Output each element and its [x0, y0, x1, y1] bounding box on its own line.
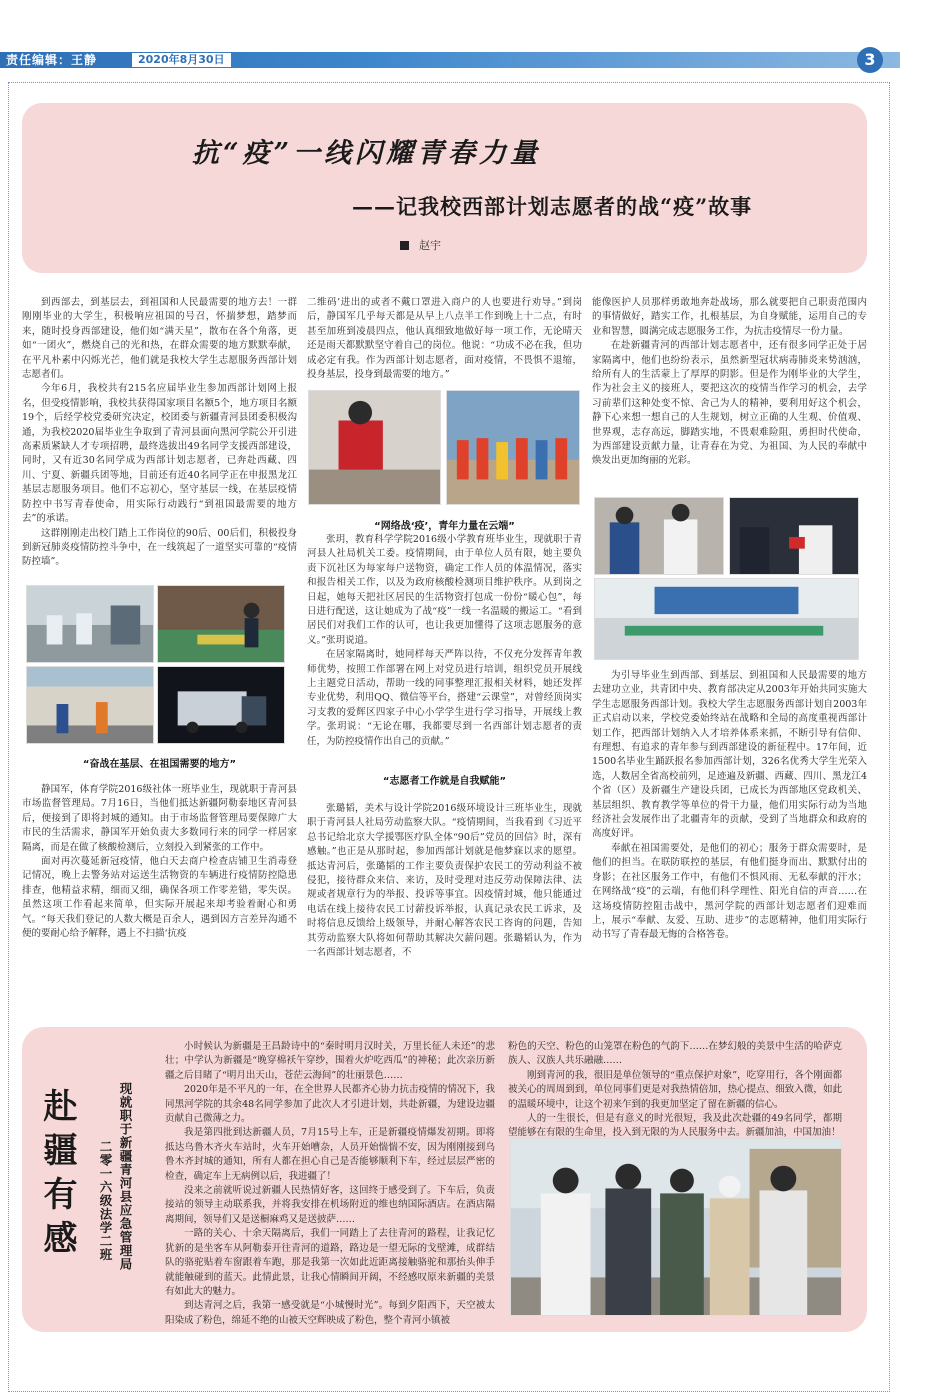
paragraph: 在赴新疆青河的西部计划志愿者中，还有很多同学正处于居家隔离中，他们也纷纷表示，虽然新型冠状病毒肺炎来势汹汹，给所有人的生活蒙上了厚厚的阴影。但是作为刚毕业的大学生，作为社会主义的接班人，要把这次的疫情当作学习的机会，去学习前辈们这种处变不惊、舍己为人的精神，要利用好这个机会，静下心来想一想自己的人生规划，树立正确的人生观、价值观、世界观，志存高远，脚踏实地，不畏艰难险阻，勇担时代使命，为西部建设贡献力量，让青春在为党、为祖国、为人民的奉献中焕发出更加绚丽的光彩。: [592, 340, 867, 467]
paragraph: 这群刚刚走出校门踏上工作岗位的90后、00后们，积极投身到新冠肺炎疫情防控斗争中，在一线筑起了一道坚实可靠的“疫情防控墙”。: [22, 527, 297, 568]
paragraph: 人的一生很长，但是有意义的时光很短，我及此次赴疆的49名同学，都期望能够在有限的生命里，投入到无限的为人民服务中去。新疆加油，中国加油！: [508, 1113, 842, 1139]
main-title: 抗“疫”一线闪耀青春力量: [192, 138, 542, 169]
byline-square-icon: [400, 241, 409, 250]
photo-street-workers: [26, 666, 154, 744]
byline: [400, 237, 441, 253]
photo-group-outdoor: [510, 1138, 842, 1316]
title-panel: [22, 103, 867, 273]
paragraph: 一路的关心、十余天隔离后，我们一同踏上了去往青河的路程，让我记忆犹新的是坐客车从阿勒泰开往青河的道路，路边是一望无际的戈壁滩，成群结队的骆驼贴着车窗跟着车跑，那是我第一次如此近距离接触骆驼和那抬头伸手就能触碰到的蓝天。此情此景，让我心情瞬间开阔，不经感叹原来新疆的美景有如此大的魅力。: [165, 1228, 495, 1297]
bottom-column-2: [508, 1040, 842, 1141]
photo-checkpoint: [157, 585, 285, 663]
caption-mid-2: “志愿者工作就是自我赋能”: [382, 776, 507, 787]
paragraph: 我是第四批到达新疆人员，7月15号上车，正是新疆疫情爆发初期。即将抵达乌鲁木齐火车站时，火车开始嘈杂，人员开始惴惴不安，因为刚刚接到乌鲁木齐封城的通知，所有人都在担心自己是否能够顺利下车，经过层层严密的检查，确定车上无病例以后，我进疆了！: [165, 1127, 495, 1182]
paragraph: 到达青河之后，我第一感受就是“小城慢时光”。每到夕阳西下，天空被太阳染成了粉色，绵延不绝的山被天空辉映成了粉色，整个青河小镇被: [165, 1300, 495, 1326]
photo-volunteer-packing: [308, 390, 441, 505]
paragraph: 今年6月，我校共有215名应届毕业生参加西部计划网上报名，但受疫情影响，我校共获得国家项目名额5个，地方项目名额19个，后经学校党委研究决定，校团委与新疆青河县团委积极沟通，为我校2020届毕业生争取到了青河县面向黑河学院公开引进高素质紧缺人才专项招聘，最终选拔出49名同学支援西部建设，同时，又有近30名同学成为西部计划志愿者，已奔赴西藏、四川、宁夏、新疆兵团等地，目前还有近40名同学正在申报黑龙江基层志愿服务项目。他们不忘初心，坚守基层一线，在基层疫情防控中书写青春使命，用实际行动践行“到祖国最需要的地方去”的承诺。: [22, 383, 297, 525]
paragraph: 张玥，教育科学学院2016级小学教育班毕业生，现就职于青河县人社局机关工委。疫情期间，由于单位人员有限，她主要负责下沉社区为每家每户送物资，确定工作人员的体温情况，落实和报告相关工作，以及为政府核酸检测项目维护秩序。从到岗之日起，她每天把社区居民的生活物资打包成一份份“暖心包”，每日进行配送，这让她成为了战“疫”一线一名温暖的搬运工。“看到居民们对我们工作的认可，也让我更加懂得了这项志愿服务的意义。”张玥说道。: [307, 534, 582, 646]
paragraph: 静国军，体育学院2016级社体一班毕业生，现就职于青河县市场监督管理局。7月16日，当他们抵达新疆阿勒泰地区青河县后，便接到了即将封城的通知。由于市场监督管理局要保障广大市民的生活需求，静国军开始负责大多数同行来的同学一样居家隔离，而是在做了核酸检测后，立刻投入到紧张的工作中。: [22, 784, 297, 853]
column-left-top: [22, 296, 297, 570]
editor-label: 责任编辑：王静: [6, 53, 98, 67]
sub-title: ——记我校西部计划志愿者的战“疫”故事: [352, 194, 753, 219]
photo-award: [729, 497, 859, 575]
column-left-bottom: [22, 783, 297, 941]
paragraph: 为引导毕业生到西部、到基层、到祖国和人民最需要的地方去建功立业，共青团中央、教育部决定从2003年开始共同实施大学生志愿服务西部计划。我校大学生志愿服务西部计划自2003年正式启动以来，学校党委始终站在战略和全局的高度重视西部计划工作，把西部计划纳入人才培养体系来抓，不断引导有信仰、有理想、有追求的青年参与到西部建设的新征程中。17年间，近1500名毕业生踊跃报名参加西部计划，326名优秀大学生光荣入选，人数居全省高校前列，足迹遍及新疆、西藏、四川、黑龙江4个省（区）及新疆生产建设兵团，已成长为西部地区党政机关、基层组织、教育教学等单位的骨干力量，他们用实际行动为当地经济社会发展作出了北疆青年的贡献，受到了当地群众和政府的高度好评。: [592, 670, 867, 840]
paragraph: 2020年是不平凡的一年，在全世界人民都齐心协力抗击疫情的情况下，我同黑河学院的其余48名同学参加了此次人才引进计划，共赴新疆，为建设边疆贡献自己微薄之力。: [165, 1084, 495, 1125]
column-right-bottom: [592, 669, 867, 943]
paragraph: 能像医护人员那样勇敢地奔赴战场，那么就要把自己职责范围内的事情做好，踏实工作，扎根基层，为自身赋能，运用自己的专业和智慧，圆满完成志愿服务工作，为抗击疫情尽一份力量。: [592, 297, 867, 337]
page-header: [0, 47, 932, 73]
paragraph: 张璐韬，美术与设计学院2016级环境设计三班毕业生，现就职于青河县人社局劳动监察大队。“疫情期间，当我看到《习近平总书记给北京大学援鄂医疗队全体“90后”党员的回信》时，深有感触。”也正是从那时起，参加西部计划就是他梦寐以求的愿望。抵达青河后，张璐韬的工作主要负责保护农民工的劳动利益不被侵犯，接待群众来信、来访，及时受理对违反劳动保障法律、法规或者规章行为的举报、投诉等事宜。因疫情封城，他只能通过电话在线上接待农民工讨薪投诉举报，认真记录农民工诉求，及时将信息反馈给上级领导，并耐心解答农民工咨询的问题，告知其劳动监察大队将如何帮助其解决欠薪问题。张璐韬认为，作为一名西部计划志愿者，不: [307, 803, 582, 959]
paragraph: 小时候认为新疆是王昌龄诗中的“秦时明月汉时关，万里长征人未还”的悲壮；中学认为新疆是“晚穿棉袄午穿纱，围着火炉吃西瓜”的神秘；此次亲历新疆之后目睹了“明月出天山，苍茫云海间”的壮丽景色……: [165, 1041, 495, 1081]
column-mid-mid: [307, 533, 582, 749]
photo-office-workers: [26, 585, 154, 663]
caption-mid: “网络战‘疫’，青年力量在云端”: [374, 521, 515, 532]
author-name: 赵宇: [419, 239, 441, 252]
bottom-column-1: [165, 1040, 495, 1328]
paragraph: 奉献在祖国需要处，是他们的初心；服务于群众需要时，是他们的担当。在联防联控的基层，有他们挺身而出、默默付出的身影；在社区服务工作中，有他们不惧风雨、无私奉献的汗水；在网络战“疫”的云端，有他们科学理性、阳光自信的声音……在这场疫情防控阻击战中，黑河学院的西部计划志愿者们迎难而上，展示“奉献、友爱、互助、进步”的志愿精神，他们用实际行动书写了青春最无悔的合格答卷。: [592, 842, 867, 941]
bottom-author-line-2: 二零一六级法学二班: [98, 1140, 113, 1262]
bottom-title: 赴疆有感: [37, 1088, 77, 1264]
bottom-author-line-1: 现就职于新疆青河县应急管理局: [118, 1082, 133, 1271]
paragraph: 二维码’进出的或者不戴口罩进入商户的人也要进行劝导。”到岗后，静国军几乎每天都是从早上八点半工作到晚上十二点，有时甚至加班到凌晨四点，他认真细致地做好每一项工作，无论晴天还是雨天都默默坚守着自己的岗位。他说：“功成不必在我，但功成必定有我。作为西部计划志愿者，面对疫情，不畏惧不退缩，投身基层，投身到最需要的地方。”: [307, 297, 582, 381]
paragraph: 面对再次蔓延新冠疫情，他白天去商户检查店铺卫生消毒登记情况，晚上去警务站对运送生活物资的车辆进行疫情防控隐患排查，他精益求精，细而又细，确保各项工作零差错，零失误。虽然这项工作看起来简单，但实际开展起来却考验着耐心和勇气。“每天我们登记的人数大概是百余人，遇到因方言差异沟通不便的要耐心给予解释，遇上不扫描‘抗疫: [22, 856, 297, 940]
column-right-top: [592, 296, 867, 469]
column-mid-top: [307, 296, 582, 382]
caption-left: “奋战在基层、在祖国需要的地方”: [82, 759, 237, 770]
paragraph: 粉色的天空、粉色的山笼罩在粉色的气韵下……在梦幻般的美景中生活的哈萨克族人、汉族人共乐融融……: [508, 1041, 842, 1067]
paragraph: 没来之前就听说过新疆人民热情好客，这回终于感受到了。下车后，负责接站的领导主动联系我，并将我安排在机场附近的维也纳国际酒店。在酒店隔离期间，领导们又是送橱麻鸡又是送披萨……: [165, 1185, 495, 1225]
photo-group-ceremony: [594, 578, 859, 660]
page-number: 3: [857, 47, 883, 73]
photo-interview: [594, 497, 724, 575]
issue-date: 2020年8月30日: [132, 53, 231, 67]
paragraph: 到西部去，到基层去，到祖国和人民最需要的地方去！一群刚刚毕业的大学生，积极响应祖国的号召，怀揣梦想，踏梦而来，随时投身西部建设，他们如“满天星”，散布在各个角落，更如“一团火”，燃烧自己的光和热，在群众需要的地方默默奉献，在平凡朴素中闪烁光芒，他们就是我校大学生志愿服务西部计划志愿者们。: [22, 297, 297, 381]
photo-classroom-students: [446, 390, 580, 505]
column-mid-bottom: [307, 802, 582, 960]
photo-night-truck: [157, 666, 285, 744]
paragraph: 刚到青河的我，很旧是单位领导的“重点保护对象”，吃穿用行，各个刚面都被关心的周周到到，单位同事们更是对我热情倍加，热心提点、细致入微，如此的温暖环境中，让这个初来乍到的我更加坚定了留在新疆的信心。: [508, 1069, 842, 1110]
paragraph: 在居家隔离时，她同样每天严阵以待，不仅充分发挥青年教师优势，按照工作部署在网上对党员进行培训，组织党员开展线上主题党日活动，帮助一线的同事整理汇报相关材料，她还发挥专业优势，利用QQ、微信等平台，搭建“云课堂”，对曾经顶岗实习支教的爱辉区四家子中心小学学生进行学习指导，开展线上教学。张玥说：“无论在哪，我都要尽到一名西部计划志愿者的责任，为防控疫情作出自己的贡献。”: [307, 649, 582, 747]
